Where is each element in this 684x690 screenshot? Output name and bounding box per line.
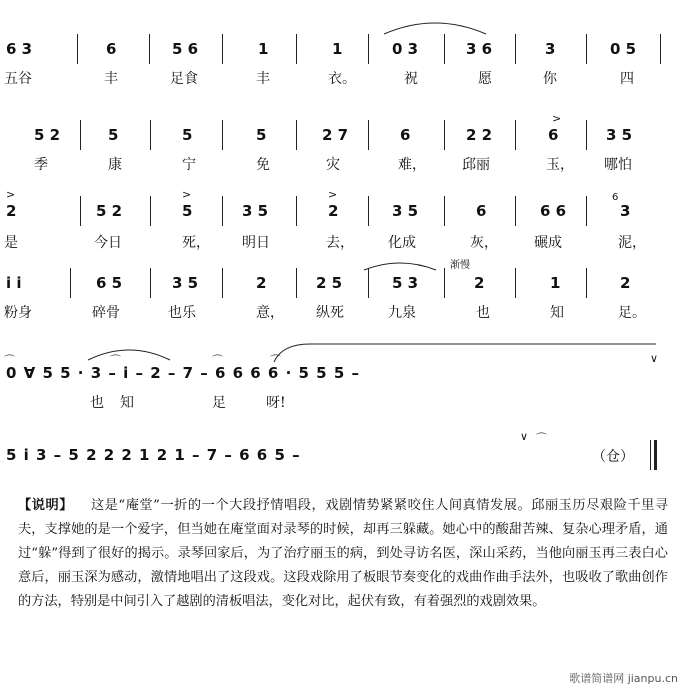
lyric: 你 <box>543 71 557 87</box>
note-group: 5 <box>108 126 119 144</box>
lyric: 去， <box>326 235 354 251</box>
bar-line <box>586 34 587 64</box>
accent-mark: > <box>552 112 562 125</box>
note-group: 5 2 <box>34 126 61 144</box>
lyric: 纵死 <box>316 305 344 321</box>
explanation-text: 这是“庵堂”一折的一个大段抒情唱段，戏剧情势紧紧咬住人间真情发展。邱丽玉历尽艰险千里寻夫，支撑她的是一个爱字，但当她在庵堂面对录琴的时候，却再三躲藏。她心中的酸甜苦辣、复杂心理矛盾，通过“躲”得到了很好的揭示。录琴回家后，为了治疗丽玉的病，到处寻访名医，深山采药，当他向丽玉再三表白心意后，丽玉深为感动，激情地唱出了这段戏。这段戏除用了板眼节奏变化的戏曲作曲手法外，也吸收了歌曲创作的方法，特别是中间引入了越剧的清板唱法，变化对比，起伏有致，有着强烈的戏剧效果。 <box>18 498 669 609</box>
bar-line <box>368 120 369 150</box>
lyric: 也乐 <box>168 305 196 321</box>
bar-line <box>444 34 445 64</box>
bar-line <box>660 34 661 64</box>
bar-line <box>222 268 223 298</box>
note-group: 2 <box>256 274 267 292</box>
ending-percussion: （仓） <box>592 449 634 465</box>
note-group: 1 <box>332 40 343 58</box>
slur <box>270 340 660 366</box>
lyric: 康 <box>108 157 122 173</box>
lyric: 碎骨 <box>92 305 120 321</box>
note-group: 6 6 <box>540 202 567 220</box>
bar-line <box>296 120 297 150</box>
lyric: 哪怕 <box>604 157 632 173</box>
note-group: 6 <box>400 126 411 144</box>
lyric: 季 <box>34 157 48 173</box>
bar-line <box>296 34 297 64</box>
lyric: 丰 <box>256 71 270 87</box>
slur <box>380 18 490 38</box>
lyric: 宁 <box>182 157 196 173</box>
note-group: 5 3 <box>392 274 419 292</box>
note-group: 5 <box>182 126 193 144</box>
note-group: 5 <box>256 126 267 144</box>
lyric: 呀! <box>266 395 286 411</box>
explanation-heading: 【说明】 <box>18 498 73 513</box>
tempo-marking: 渐慢 <box>450 260 470 271</box>
lyric: 衣。 <box>328 71 356 87</box>
bar-line <box>586 120 587 150</box>
bar-line <box>149 34 150 64</box>
note-group: 3 <box>545 40 556 58</box>
note-group: 2 <box>6 202 17 220</box>
lyric: 是 <box>4 235 18 251</box>
note-group: 6 5 <box>96 274 123 292</box>
note-group: 0 5 <box>610 40 637 58</box>
fermata-icon: ⌒ <box>536 432 547 445</box>
bar-line <box>222 120 223 150</box>
note-group: 5 6 <box>172 40 199 58</box>
note-group: i i <box>6 274 22 292</box>
accent-mark: > <box>6 188 16 201</box>
lyric: 意， <box>256 305 284 321</box>
lyric: 也 <box>476 305 490 321</box>
note-group: 5 2 <box>96 202 123 220</box>
bar-line <box>80 196 81 226</box>
final-bar-line-thick <box>654 440 657 470</box>
lyric: 免 <box>256 157 270 173</box>
lyric: 丰 <box>104 71 118 87</box>
grace-note: 6 <box>612 192 619 203</box>
bar-line <box>368 196 369 226</box>
bar-line <box>515 196 516 226</box>
bar-line <box>80 120 81 150</box>
bar-line <box>150 268 151 298</box>
accent-mark: > <box>182 188 192 201</box>
lyric: 今日 <box>94 235 122 251</box>
bar-line <box>444 196 445 226</box>
lyric: 碾成 <box>534 235 562 251</box>
bar-line <box>444 120 445 150</box>
bar-line <box>444 268 445 298</box>
lyric: 泥， <box>618 235 646 251</box>
lyric: 灾 <box>326 157 340 173</box>
note-group: 3 5 <box>606 126 633 144</box>
bar-line <box>296 196 297 226</box>
lyric: 明日 <box>242 235 270 251</box>
bar-line <box>515 268 516 298</box>
lyric: 九泉 <box>388 305 416 321</box>
note-group: 5 <box>182 202 193 220</box>
lyric: 灰， <box>470 235 498 251</box>
bar-line <box>515 34 516 64</box>
note-group: 3 5 <box>392 202 419 220</box>
breath-mark: ∨ <box>520 430 529 443</box>
bar-line <box>150 120 151 150</box>
note-group: 6 3 <box>6 40 33 58</box>
lyric: 愿 <box>478 71 492 87</box>
lyric: 知 <box>120 395 134 411</box>
bar-line <box>368 268 369 298</box>
bar-line <box>222 34 223 64</box>
note-group: 2 <box>474 274 485 292</box>
note-group: 3 5 <box>242 202 269 220</box>
lyric: 五谷 <box>4 71 32 87</box>
note-group: 6 <box>548 126 559 144</box>
lyric: 死， <box>182 235 210 251</box>
closing-notes: 5 i 3 – 5 2 2 2 1 2 1 – 7 – 6 6 5 – <box>6 446 300 464</box>
breath-mark: ∨ <box>650 352 659 365</box>
lyric: 难， <box>398 157 426 173</box>
lyric: 邱丽 <box>462 157 490 173</box>
lyric: 足食 <box>170 71 198 87</box>
note-group: 6 <box>106 40 117 58</box>
lyric: 祝 <box>404 71 418 87</box>
note-group: 3 5 <box>172 274 199 292</box>
lyric: 也 <box>90 395 104 411</box>
fermata-icon: ⌒ <box>4 354 15 367</box>
note-group: 2 <box>328 202 339 220</box>
lyric: 玉， <box>546 157 574 173</box>
note-group: 0 3 <box>392 40 419 58</box>
note-group: 2 <box>620 274 631 292</box>
note-group: 2 7 <box>322 126 349 144</box>
bar-line <box>77 34 78 64</box>
watermark: 歌谱简谱网 jianpu.cn <box>569 672 678 685</box>
bar-line <box>586 268 587 298</box>
fermata-icon: ⌒ <box>270 354 281 367</box>
lyric: 粉身 <box>4 305 32 321</box>
bar-line <box>368 34 369 64</box>
lyric: 知 <box>550 305 564 321</box>
lyric: 足 <box>212 395 226 411</box>
accent-mark: > <box>328 188 338 201</box>
final-bar-line <box>650 440 651 470</box>
slur <box>360 258 440 272</box>
lyric: 足。 <box>618 305 646 321</box>
slur <box>84 344 174 362</box>
note-group: 2 2 <box>466 126 493 144</box>
fermata-icon: ⌒ <box>212 354 223 367</box>
note-group: 1 <box>550 274 561 292</box>
explanation-paragraph <box>18 494 668 614</box>
bar-line <box>150 196 151 226</box>
bar-line <box>586 196 587 226</box>
bar-line <box>296 268 297 298</box>
fermata-icon: ⌒ <box>110 354 121 367</box>
free-rhythm-notes: 0 ∀ 5 5 · 3 – i – 2 – 7 – 6 6 6 6 · 5 5 5 – <box>6 364 359 382</box>
bar-line <box>70 268 71 298</box>
note-group: 1 <box>258 40 269 58</box>
note-group: 3 6 <box>466 40 493 58</box>
note-group: 6 <box>476 202 487 220</box>
note-group: 2 5 <box>316 274 343 292</box>
bar-line <box>515 120 516 150</box>
lyric: 四 <box>620 71 634 87</box>
bar-line <box>222 196 223 226</box>
note-group: 3 <box>620 202 631 220</box>
lyric: 化成 <box>388 235 416 251</box>
